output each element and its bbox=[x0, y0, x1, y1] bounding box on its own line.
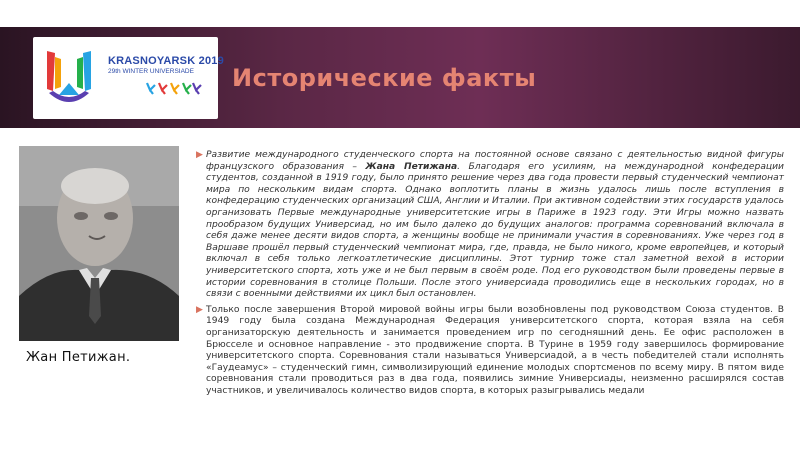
krasnoyarsk-logo bbox=[33, 37, 224, 119]
slide-body bbox=[196, 150, 784, 401]
logo-subtitle: 29th WINTER UNIVERSIADE bbox=[108, 68, 194, 75]
triangle-bullet-icon: ▶ bbox=[196, 150, 203, 160]
paragraph-1-lead: Развитие международного студенческого спорта на постоянной основе связано с деятельностью видной фигуры французского образования – bbox=[206, 150, 784, 172]
photo-caption: Жан Петижан. bbox=[26, 350, 131, 365]
universiade-stars-icon bbox=[143, 80, 203, 96]
logo-title: KRASNOYARSK 2019 bbox=[108, 55, 224, 67]
paragraph-2-text: Только после завершения Второй мировой войны игры были возобновлены под руководством Союза студентов. В 1949 году была создана Международная Федерация университетского спорта, которая взяла на себя организаторскую деятельность и занимается проведением игр по сегодняшний день. Ее офис расположен в Брюсселе и основное направление - это продвижение спорта. В Турине в 1959 году завершилось формирование университетского спорта. Соревнования стали называться Универсиадой, а в честь победителей стали исполнять «Гаудеамус» – студенческий гимн, символизирующий единение молодых спортсменов по всему миру. В пятом виде соревнования стали проводиться раз в два года, появились зимние Универсиады, неизменно расширялся состав участников, и увеличивалось количество видов спорта, в которых разыгрывались медали bbox=[206, 304, 784, 396]
paragraph-1-name: Жана Петижана bbox=[365, 161, 458, 172]
portrait-image bbox=[19, 146, 179, 341]
triangle-bullet-icon: ▶ bbox=[196, 304, 203, 315]
universiade-emblem-icon bbox=[41, 43, 97, 113]
paragraph-2 bbox=[196, 305, 784, 398]
paragraph-1-rest: . Благодаря его усилиям, на международной конфедерации студентов, созданной в 1919 году, было принято решение через два года провести первый студенческий чемпионат мира по нескольким видам спорта. Однако воплотить планы в жизнь удалось лишь после вступления в конфедерацию студенческих организаций США, Англии и Италии. При активном содействии этих государств удалось организовать Первые международные университетские игры в Париже в 1923 году. Эти Игры можно назвать прообразом будущих Универсиад, но им было далеко до будущих аналогов: программа соревнований включала в себя даже менее десяти видов спорта, а женщины вообще не принимали участия в соревнованиях. Уже через год в Варшаве прошёл первый студенческий чемпионат мира, где, правда, не было никого, кроме европейцев, и который включал в себя только легкоатлетические дисциплины. Этот турнир тоже стал заметной вехой в истории университетского спорта, хоть уже и не был первым в своём роде. Под его руководством были проведены первые в истории соревнования в столице Польши. После этого универсиада проводились еще в нескольких городах, но в связи с военными действиями их цикл был остановлен. bbox=[206, 161, 784, 300]
portrait-photo bbox=[19, 146, 179, 341]
paragraph-1 bbox=[196, 150, 784, 301]
slide-title: Исторические факты bbox=[232, 64, 537, 92]
